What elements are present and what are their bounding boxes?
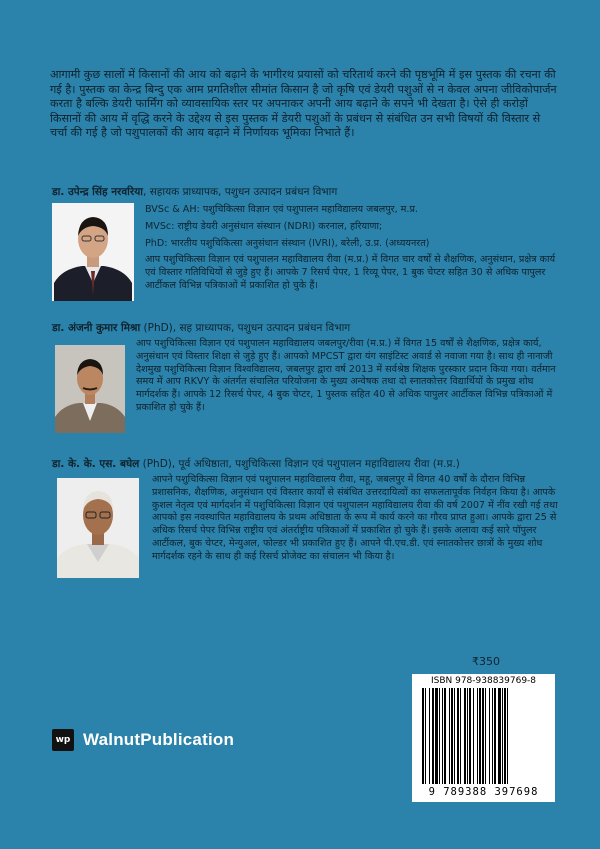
author-1-photo	[52, 203, 134, 301]
author-1-name: डा. उपेन्द्र सिंह नरवरिया	[52, 186, 144, 198]
author-2-name: डा. अंजनी कुमार मिश्रा	[52, 322, 141, 334]
author-1-designation: , सहायक प्राध्यापक, पशुधन उत्पादन प्रबंधन विभाग	[143, 186, 338, 198]
author-3-designation: (PhD), पूर्व अधिष्ठाता, पशुचिकित्सा विज्ञान एवं पशुपालन महाविद्यालय रीवा (म.प्र.)	[139, 458, 460, 470]
author-2-bio	[136, 338, 560, 419]
publisher-logo	[52, 729, 234, 751]
price: ₹350	[472, 655, 500, 668]
author-1-bio	[145, 204, 560, 297]
barcode-bars	[412, 674, 555, 802]
barcode-digits: 9 789388 397698	[428, 786, 539, 798]
author-2-heading	[52, 322, 562, 335]
isbn-text: ISBN 978-938839769-8	[430, 676, 537, 686]
walnut-logo-icon: wp	[52, 729, 74, 751]
author-1-line-4: आप पशुचिकित्सा विज्ञान एवं पशुपालन महाविद्यालय रीवा (म.प्र.) में विगत चार वर्षों से शैक्षणिक, अनुसंधान, प्रक्षेत्र कार्य एवं विस्तार गतिविधियों से जुड़े हुए हैं। आपके 7 रिसर्च पेपर, 1 रिव्यू पेपर, 1 बुक चेप्टर सहित 30 से अधिक पापुलर आर्टीकल विभिन्न पत्रिकाओं में प्रकाशित हो चुके हैं।	[145, 254, 556, 291]
intro-paragraph: आगामी कुछ सालों में किसानों की आय को बढ़ाने के भागीरथ प्रयासों को चरितार्थ करने की पृष्ठभूमि में इस पुस्तक की रचना की गई है। पुस्तक का केन्द्र बिन्दु एक आम प्रगतिशील सीमांत किसान है जो कृषि एवं डेयरी पशुओं से न केवल अपना जीविकोपार्जन करता है बल्कि डेयरी फार्मिंग को व्यावसायिक स्तर पर अपनाकर अपनी आय बढ़ाने के सपने भी देखता है। ऐसे ही करोड़ों किसानों की आय में वृद्धि करने के उद्देश्य से इस पुस्तक में डेयरी पशुओं के प्रबंधन से संबंधित उन सभी विषयों की विस्तार से चर्चा की गई है जो पशुपालकों की आय बढ़ाने में निर्णायक भूमिका निभाते हैं।	[50, 68, 557, 140]
author-2-line-1: आप पशुचिकित्सा विज्ञान एवं पशुपालन महाविद्यालय जबलपुर/रीवा (म.प्र.) में विगत 15 वर्षों से शैक्षणिक, प्रक्षेत्र कार्य, अनुसंधान एवं विस्तार शिक्षा से जुड़े हुए हैं। आपको MPCST द्वारा यंग साइंटिस्ट अवार्ड से नवाजा गया है। साथ ही नानाजी देशमुख पशुचिकित्सा विज्ञान विश्वविद्यालय, जबलपुर द्वारा वर्ष 2013 में सर्वश्रेष्ठ शिक्षक पुरस्कार प्रदान किया गया। वर्तमान समय में आप RKVY के अंतर्गत संचालित परियोजना के मुख्य अन्वेषक तथा दो स्नातकोत्तर विद्यार्थियों के प्रमुख शोध मार्गदर्शक हैं। आपके 12 रिसर्च पेपर, 4 बुक चेप्टर, 1 पुस्तक सहित 40 से अधिक पापुलर आर्टीकल विभिन्न पत्रिकाओं में प्रकाशित हो चुके हैं।	[136, 338, 556, 413]
barcode	[412, 674, 555, 802]
author-3-photo	[57, 478, 139, 578]
author-2-photo	[55, 345, 125, 433]
author-3-name: डा. के. के. एस. बघेल	[52, 458, 140, 470]
author-2-designation: (PhD), सह प्राध्यापक, पशुधन उत्पादन प्रबंधन विभाग	[140, 322, 351, 334]
author-1-line-1: BVSc & AH: पशुचिकित्सा विज्ञान एवं पशुपालन महाविद्यालय जबलपुर, म.प्र.	[145, 204, 418, 215]
author-1-line-3: PhD: भारतीय पशुचिकित्सा अनुसंधान संस्थान (IVRI), बरेली, उ.प्र. (अध्ययनरत)	[145, 237, 430, 249]
author-3-bio	[152, 474, 560, 568]
publisher-name: WalnutPublication	[83, 730, 235, 749]
author-1-line-2: MVSc: राष्ट्रीय डेयरी अनुसंधान संस्थान (NDRI) करनाल, हरियाणा;	[145, 220, 383, 232]
author-1-heading	[52, 186, 562, 199]
author-3-line-1: आपने पशुचिकित्सा विज्ञान एवं पशुपालन महाविद्यालय रीवा, महू, जबलपुर में विगत 40 वर्षों के दौरान विभिन्न प्रशासनिक, शैक्षणिक, अनुसंधान एवं विस्तार कार्यों से संबंधित उत्तरदायित्वों का सफलतापूर्वक निर्वहन किया है। आपके कुशल नेतृत्व एवं मार्गदर्शन में पशुचिकित्सा विज्ञान एवं पशुपालन महाविद्यालय रीवा की वर्ष 2007 में नींव रखी गई तथा आपको इस नवस्थापित महाविद्यालय के प्रथम अधिष्ठाता के रूप में कार्य करने का गौरव प्राप्त हुआ। आपके द्वारा 25 से अधिक रिसर्च पेपर विभिन्न राष्ट्रीय एवं अंतर्राष्ट्रीय पत्रिकाओं में प्रकाशित हो चुके हैं। इसके अलावा कई सारे पॉपुलर आर्टीकल, बुक चेप्टर, मेन्युअल, फोल्डर भी प्रकाशित हुए हैं। आपने पी.एच.डी. एवं स्नातकोत्तर छात्रों के मुख्य शोध मार्गदर्शक रहने के साथ ही कई रिसर्च प्रोजेक्ट का संचालन भी किया है।	[152, 474, 558, 562]
author-3-heading	[52, 458, 562, 471]
